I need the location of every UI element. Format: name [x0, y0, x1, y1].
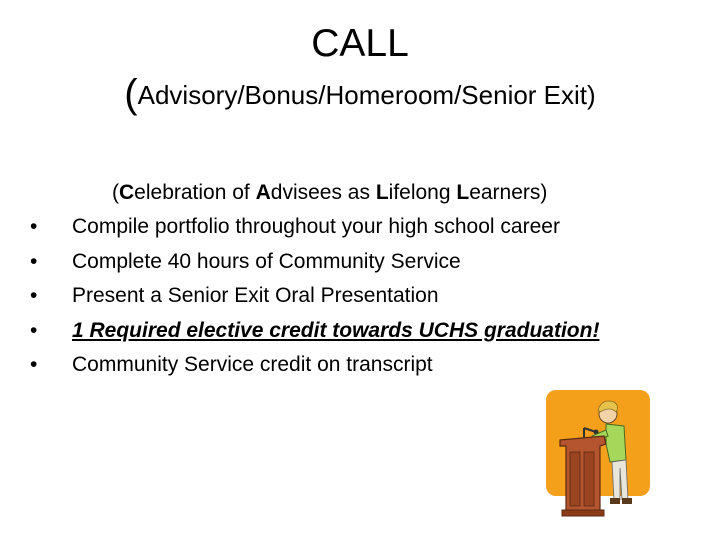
list-item-text: Community Service credit on transcript — [72, 353, 433, 376]
speaker-at-podium-icon — [540, 384, 656, 520]
acronym-text: ifelong — [388, 181, 457, 204]
list-item-text: Present a Senior Exit Oral Presentation — [72, 284, 439, 307]
list-item — [30, 279, 599, 314]
acronym-text: earners) — [469, 181, 548, 204]
bullet-icon: • — [30, 215, 38, 238]
list-item-text: Compile portfolio throughout your high school career — [72, 215, 560, 238]
acronym-text: dvisees as — [270, 181, 376, 204]
subtitle-open-paren: ( — [124, 72, 138, 116]
slide-title: CALL — [311, 22, 409, 65]
acronym-letter-l2: L — [456, 181, 470, 204]
acronym-text: ( — [112, 181, 119, 204]
acronym-expansion — [112, 178, 547, 208]
list-item — [30, 245, 599, 280]
subtitle-text: Advisory/Bonus/Homeroom/Senior Exit — [137, 80, 588, 110]
bullet-list — [30, 210, 599, 383]
list-item-text: Complete 40 hours of Community Service — [72, 249, 461, 273]
subtitle-close-paren: ) — [587, 80, 596, 110]
acronym-letter-a: A — [255, 181, 271, 204]
acronym-letter-l1: L — [375, 181, 389, 204]
bullet-icon: • — [30, 318, 38, 342]
acronym-text: elebration of — [134, 181, 256, 204]
bullet-icon: • — [30, 249, 38, 273]
slide-subtitle — [0, 70, 720, 119]
list-item — [30, 314, 599, 349]
list-item-text: 1 Required elective credit towards UCHS graduation! — [72, 318, 600, 342]
bullet-icon: • — [30, 284, 38, 307]
list-item — [30, 210, 599, 245]
acronym-letter-c: C — [119, 181, 135, 204]
bullet-icon: • — [30, 353, 38, 376]
list-item — [30, 348, 599, 383]
